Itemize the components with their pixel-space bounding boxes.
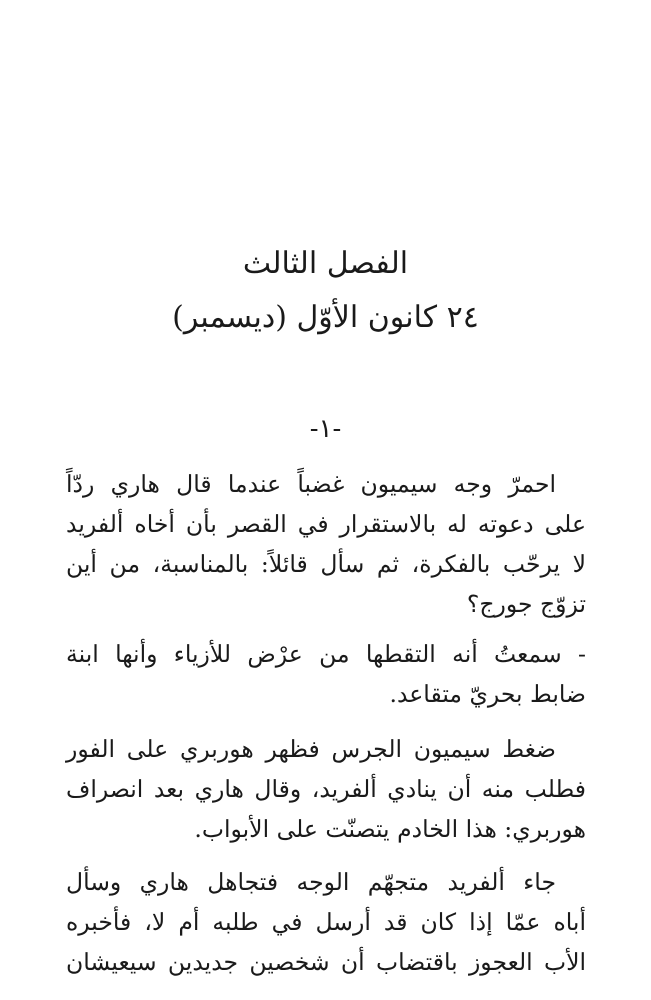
paragraph-line: أباه عمّا إذا كان قد أرسل في طلبه أم لا، فأخبره bbox=[66, 908, 586, 936]
paragraph-line: - سمعتُ أنه التقطها من عرْض للأزياء وأنها ابنة bbox=[66, 640, 586, 668]
paragraph-line: ضغط سيميون الجرس فظهر هوربري على الفور bbox=[66, 735, 556, 763]
paragraph-3 bbox=[66, 729, 586, 849]
paragraph-line: على دعوته له بالاستقرار في القصر بأن أخاه ألفريد bbox=[66, 510, 586, 538]
paragraph-line: هوربري: هذا الخادم يتصنّت على الأبواب. bbox=[194, 815, 586, 843]
paragraph-line: الأب العجوز باقتضاب أن شخصين جديدين سيعيشان bbox=[66, 948, 586, 976]
paragraph-line: جاء ألفريد متجهّم الوجه فتجاهل هاري وسأل bbox=[66, 868, 556, 896]
paragraph-line: لا يرحّب بالفكرة، ثم سأل قائلاً: بالمناسبة، من أين bbox=[66, 550, 586, 578]
paragraph-line: احمرّ وجه سيميون غضباً عندما قال هاري ردّاً bbox=[66, 470, 556, 498]
section-number: -١- bbox=[309, 414, 342, 444]
paragraph-line: تزوّج جورج؟ bbox=[466, 590, 586, 618]
paragraph-4 bbox=[66, 862, 586, 982]
paragraph-line: ضابط بحريّ متقاعد. bbox=[389, 680, 586, 708]
chapter-date-subtitle: ٢٤ كانون الأوّل (ديسمبر) bbox=[172, 300, 479, 335]
paragraph-2 bbox=[66, 634, 586, 714]
chapter-title: الفصل الثالث bbox=[242, 246, 409, 281]
paragraph-line: فطلب منه أن ينادي ألفريد، وقال هاري بعد انصراف bbox=[66, 775, 586, 803]
paragraph-1 bbox=[66, 464, 586, 624]
